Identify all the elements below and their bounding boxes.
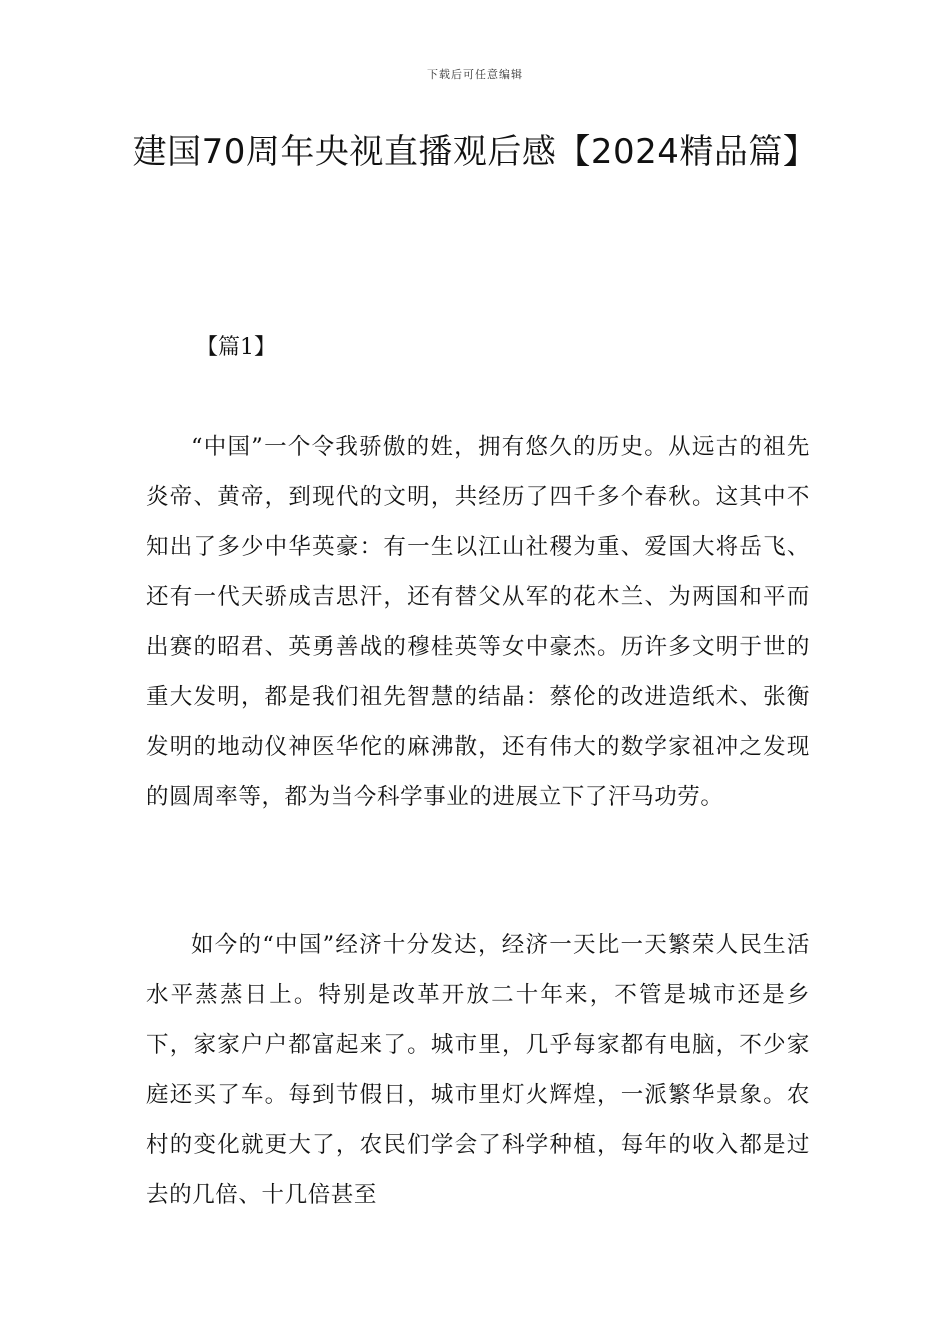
section-label: 【篇1】 [196,335,276,360]
paragraph-1: “中国”一个令我骄傲的姓，拥有悠久的历史。从远古的祖先炎帝、黄帝，到现代的文明，共经历了四千多个春秋。这其中不知出了多少中华英豪：有一生以江山社稷为重、爱国大将岳飞、还有一代天骄成吉思汗，还有替父从军的花木兰、为两国和平而出赛的昭君、英勇善战的穆桂英等女中豪杰。历许多文明于世的重大发明，都是我们祖先智慧的结晶：蔡伦的改进造纸术、张衡发明的地动仪神医华佗的麻沸散，还有伟大的数学家祖冲之发现的圆周率等，都为当今科学事业的进展立下了汗马功劳。 [146,434,810,810]
paragraph-2: 如今的“中国”经济十分发达，经济一天比一天繁荣人民生活水平蒸蒸日上。特别是改革开放二十年来，不管是城市还是乡下，家家户户都富起来了。城市里，几乎每家都有电脑，不少家庭还买了车。每到节假日，城市里灯火辉煌，一派繁华景象。农村的变化就更大了，农民们学会了科学种植，每年的收入都是过去的几倍、十几倍甚至 [146,932,810,1208]
document-title: 建国70周年央视直播观后感【2024精品篇】 [132,132,818,172]
header-note: 下载后可任意编辑 [427,68,523,81]
